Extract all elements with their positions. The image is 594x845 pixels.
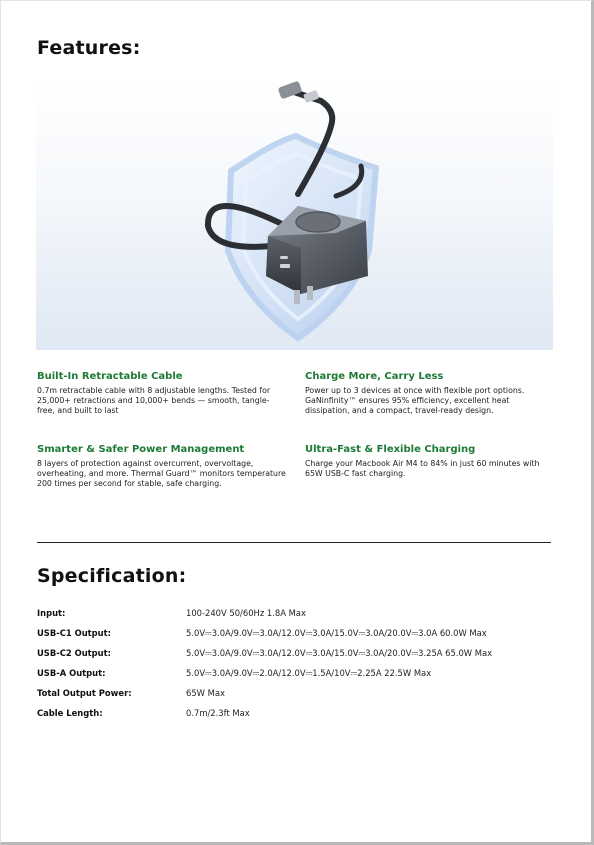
spec-label: Total Output Power: — [37, 688, 132, 698]
spec-value: 5.0V⎓3.0A/9.0V⎓3.0A/12.0V⎓3.0A/15.0V⎓3.0A/20.0V⎓3.25A 65.0W Max — [186, 648, 493, 658]
spec-row-input — [37, 608, 557, 622]
spec-label: USB-C2 Output: — [37, 648, 111, 658]
spec-row-usb-c1 — [37, 628, 557, 642]
hero-product-image — [36, 76, 553, 350]
spec-value: 5.0V⎓3.0A/9.0V⎓2.0A/12.0V⎓1.5A/10V⎓2.25A 22.5W Max — [186, 668, 432, 678]
spec-row-usb-a — [37, 668, 557, 682]
feature-charge-more — [305, 371, 555, 416]
feature-body: 8 layers of protection against overcurrent, overvoltage, overheating, and more. Thermal Guard™ monitors temperature 200 times per second for stable, safe charging. — [37, 459, 286, 488]
feature-title: Built-In Retractable Cable — [37, 371, 183, 382]
spec-label: Input: — [37, 608, 66, 618]
feature-body: 0.7m retractable cable with 8 adjustable lengths. Tested for 25,000+ retractions and 10,000+ bends — smooth, tangle-free, and built to last — [37, 386, 271, 415]
spec-value: 65W Max — [186, 688, 225, 698]
charger-illustration — [36, 76, 553, 350]
spec-label: USB-C1 Output: — [37, 628, 111, 638]
spec-label: Cable Length: — [37, 708, 103, 718]
spec-row-cable-length — [37, 708, 557, 722]
spec-row-total-output — [37, 688, 557, 702]
spec-label: USB-A Output: — [37, 668, 106, 678]
feature-retractable-cable — [37, 371, 287, 416]
feature-body: Charge your Macbook Air M4 to 84% in just 60 minutes with 65W USB-C fast charging. — [305, 459, 540, 478]
feature-title: Smarter & Safer Power Management — [37, 444, 245, 455]
spec-value: 5.0V⎓3.0A/9.0V⎓3.0A/12.0V⎓3.0A/15.0V⎓3.0A/20.0V⎓3.0A 60.0W Max — [186, 628, 487, 638]
feature-power-management — [37, 444, 287, 489]
spec-value: 100-240V 50/60Hz 1.8A Max — [186, 608, 306, 618]
feature-title: Ultra-Fast & Flexible Charging — [305, 444, 476, 455]
feature-title: Charge More, Carry Less — [305, 371, 444, 382]
features-heading: Features: — [37, 37, 141, 59]
feature-body: Power up to 3 devices at once with flexible port options. GaNinfinity™ ensures 95% efficiency, excellent heat dissipation, and a compact, travel-ready design. — [305, 386, 525, 415]
spec-value: 0.7m/2.3ft Max — [186, 708, 250, 718]
spec-row-usb-c2 — [37, 648, 557, 662]
section-divider — [37, 542, 551, 543]
feature-fast-charging — [305, 444, 555, 479]
specification-heading: Specification: — [37, 565, 187, 587]
